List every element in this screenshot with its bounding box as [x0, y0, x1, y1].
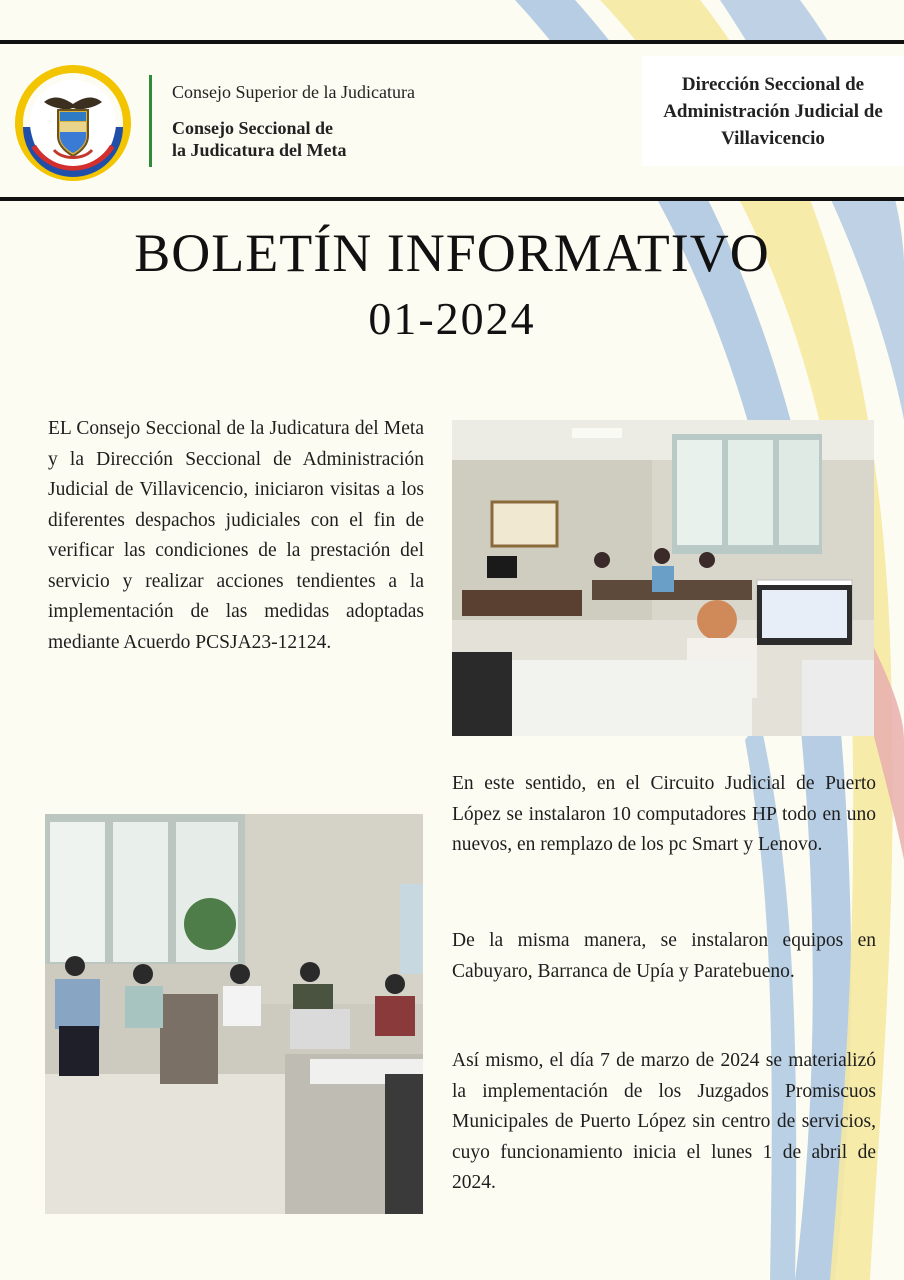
org-name-seccional-line1: Consejo Seccional de [172, 118, 333, 138]
computers-paragraph: En este sentido, en el Circuito Judicial de Puerto López se instalaron 10 computadores HP todo en uno nuevos, en remplazo de los pc Smart y Lenovo. [452, 773, 876, 855]
intro-paragraph: EL Consejo Seccional de la Judicatura del Meta y la Dirección Seccional de Administración Judicial de Villavicencio, iniciaron visitas a los diferentes despachos judiciales con el fin de verificar las condiciones de la prestación del servicio y realizar acciones tendientes a la implementación de las medidas adoptadas mediante Acuerdo PCSJA23-12124. [48, 418, 424, 653]
header-bottom-rule [0, 197, 904, 201]
equipment-paragraph: De la misma manera, se instalaron equipos en Cabuyaro, Barranca de Upía y Paratebueno. [452, 930, 876, 982]
org-name-seccional [172, 117, 346, 161]
org-name-seccional-line2: la Judicatura del Meta [172, 140, 347, 160]
org-name-superior: Consejo Superior de la Judicatura [172, 82, 415, 102]
bulletin-issue: 01-2024 [368, 293, 536, 344]
judiciary-seal-logo [14, 64, 132, 182]
office-visit-photo-2 [45, 814, 423, 1214]
office-visit-photo-1 [452, 420, 874, 736]
courts-paragraph: Así mismo, el día 7 de marzo de 2024 se materializó la implementación de los Juzgados Promiscuos Municipales de Puerto López sin centro de servicios, cuyo funcionamiento inicia el lunes 1 de abril de 2024. [452, 1050, 876, 1193]
header-divider [149, 75, 152, 167]
direction-box [642, 56, 904, 166]
bulletin-title: BOLETÍN INFORMATIVO [134, 223, 770, 283]
direction-name: Dirección Seccional de Administración Judicial de Villavicencio [663, 73, 883, 149]
header-top-rule [0, 40, 904, 44]
